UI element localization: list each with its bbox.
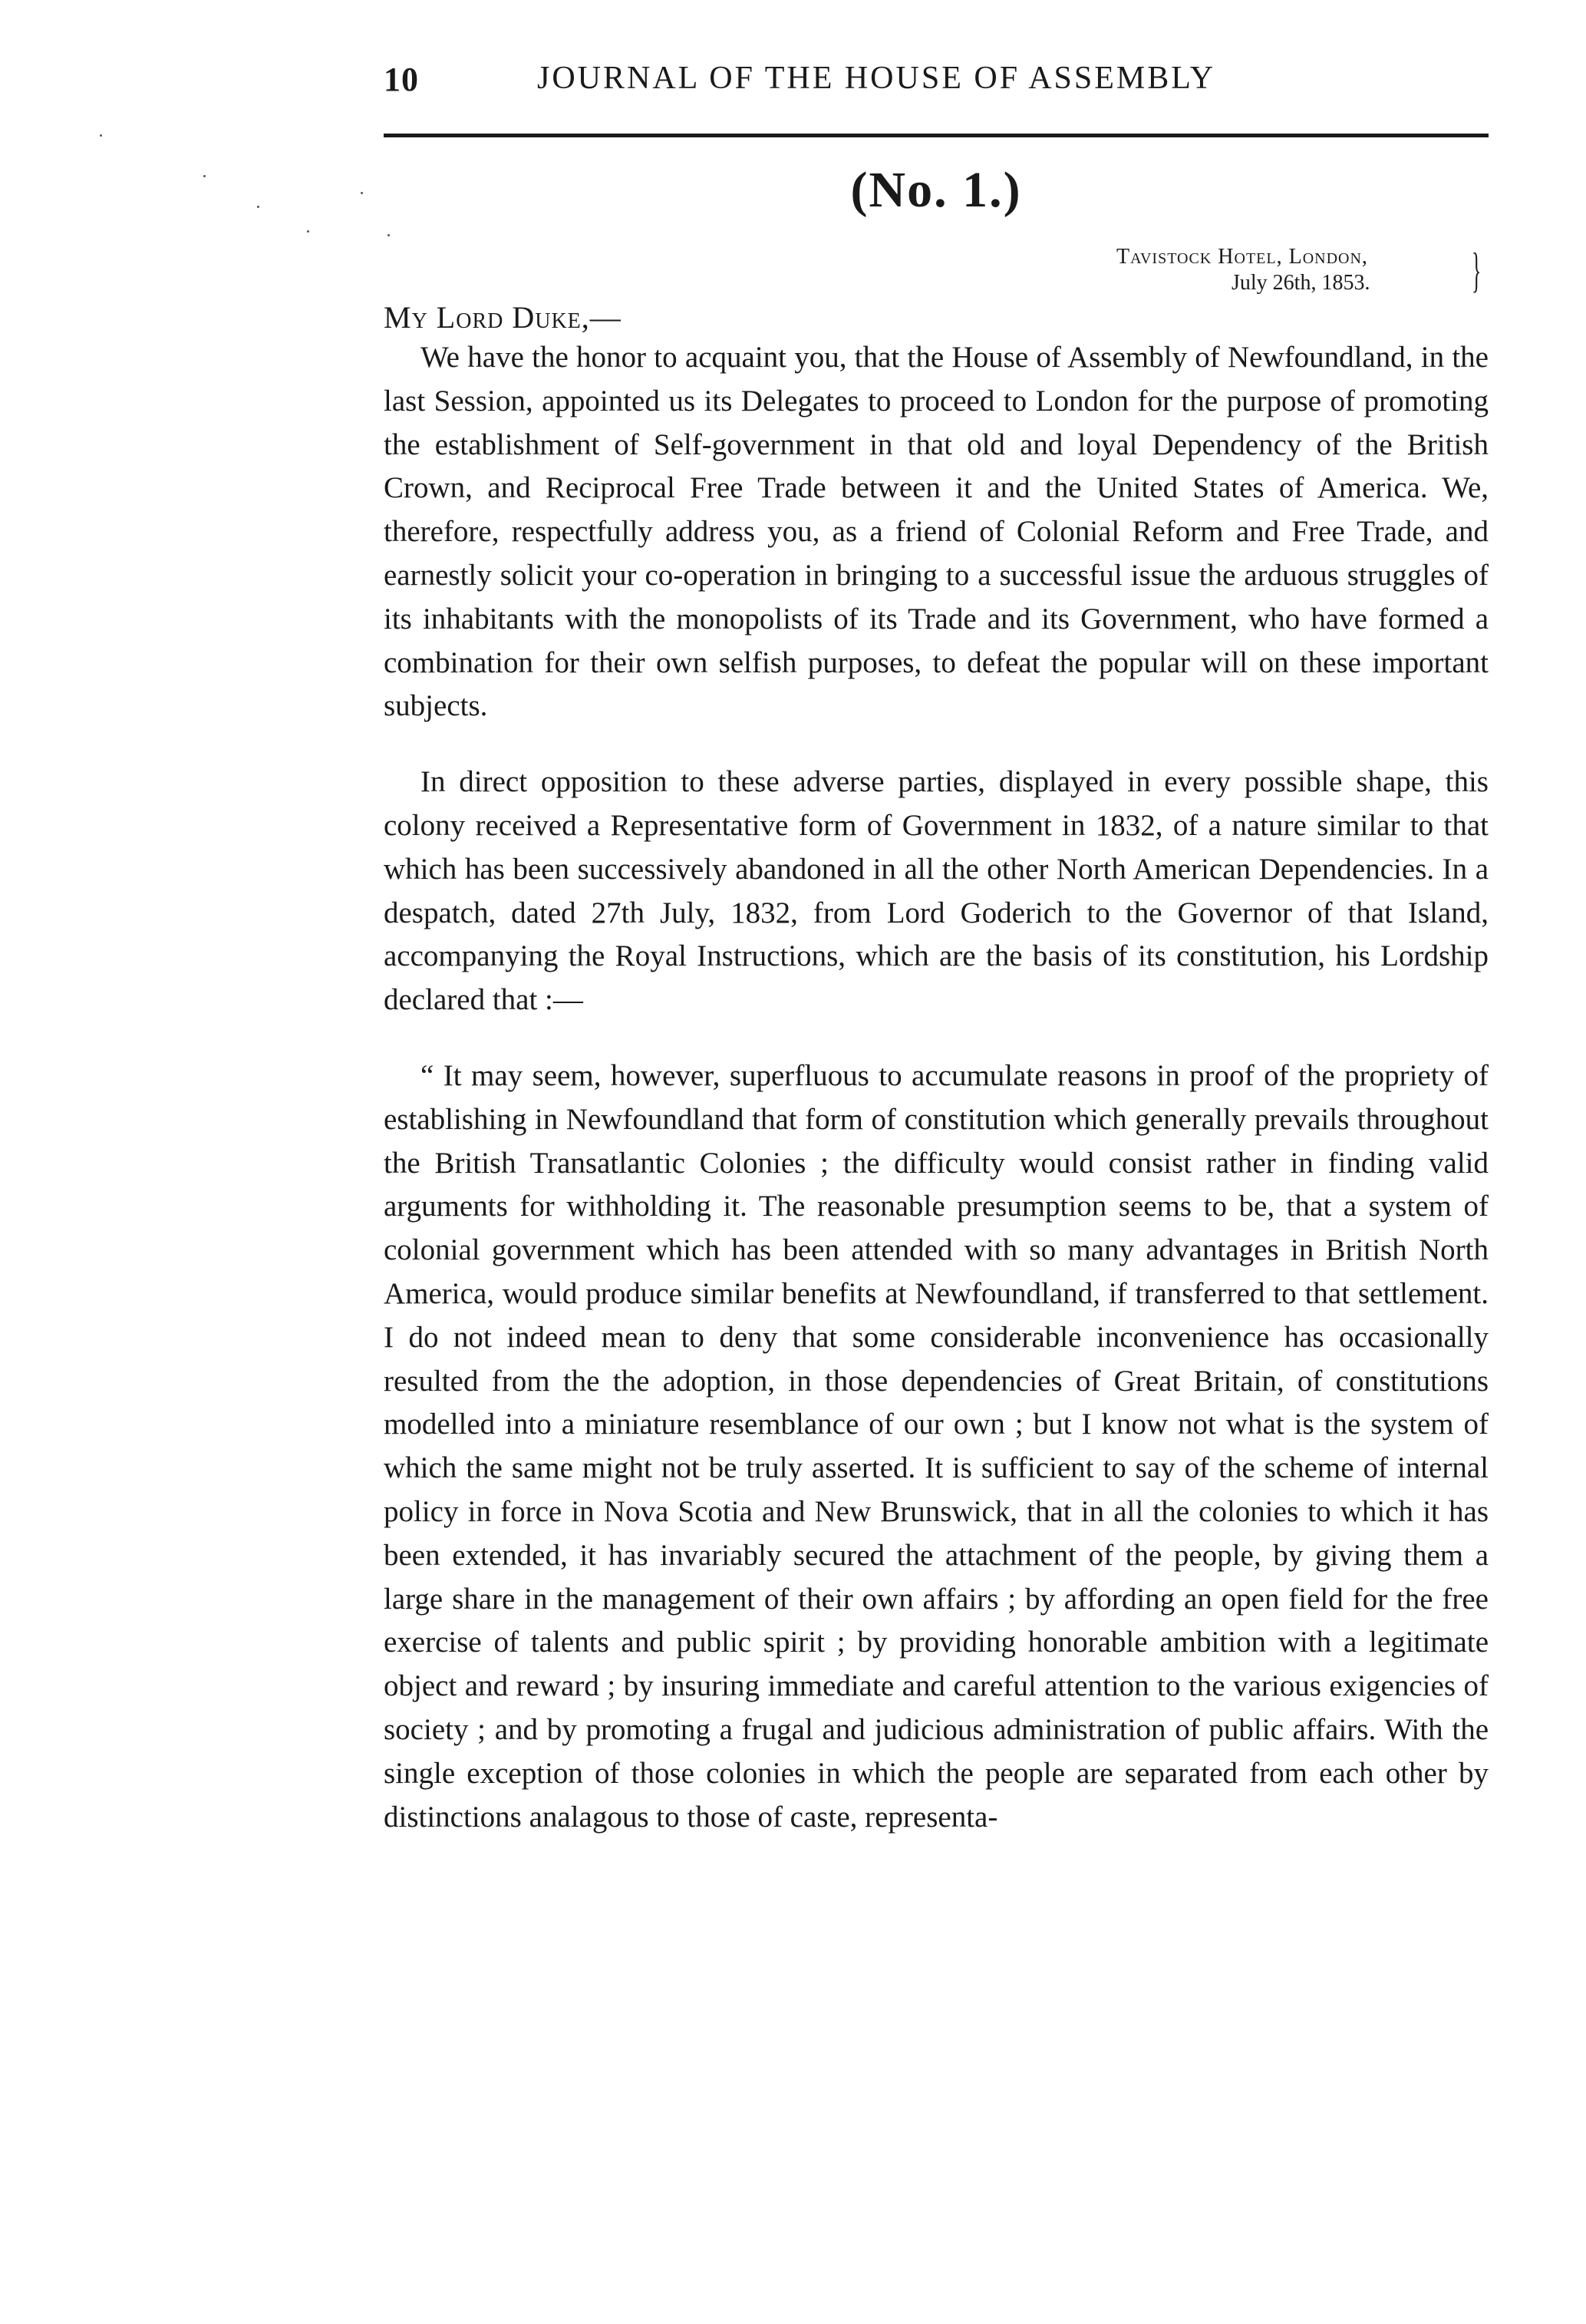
dateline-brace: } [1472,243,1482,297]
paragraph-3-quotation: “ It may seem, however, superfluous to accumulate reasons in proof of the propriety of establishing in Newfoundland that form of constitution which generally prevails throughout the British Transatlantic Colonies ; the difficulty would consist rather in finding valid arguments for withholding it. The reasonable presumption seems to be, that a system of colonial government which has been attended with so many advantages in British North America, would produce similar benefits at Newfoundland, if transferred to that settlement. I do not indeed mean to deny that some considerable inconvenience has occasionally resulted from the the adoption, in those dependencies of Great Britain, of constitutions modelled into a miniature resemblance of our own ; but I know not what is the system of which the same might not be truly asserted. It is sufficient to say of the scheme of internal policy in force in Nova Scotia and New Brunswick, that in all the colonies to which it has been extended, it has invariably secured the attachment of the people, by giving them a large share in the management of their own affairs ; by affording an open field for the free exercise of talents and public spirit ; by providing honorable ambition with a legitimate object and reward ; by insuring immediate and careful attention to the various exigencies of society ; and by promoting a frugal and judicious administration of public affairs. With the single exception of those colonies in which the people are separated from each other by distinctions analagous to those of caste, representa- [384,1058,1489,1834]
header-rule [384,134,1489,137]
dateline [1116,244,1477,296]
letter-body [384,336,1489,1839]
scan-speck [307,230,309,233]
running-title: JOURNAL OF THE HOUSE OF ASSEMBLY [537,61,1216,96]
scan-speck [361,192,363,194]
page-header [384,60,1489,114]
scan-speck [100,134,102,137]
scan-speck [203,175,206,177]
salutation: My Lord Duke,— [384,300,622,335]
paragraph-2: In direct opposition to these adverse parties, displayed in every possible shape, this colony received a Representative form of Government in 1832, of a nature similar to that which has been successively abandoned in all the other North American Dependencies. In a despatch, dated 27th July, 1832, from Lord Goderich to the Governor of that Island, accompanying the Royal Instructions, which are the basis of its constitution, his Lordship declared that :— [384,765,1489,1017]
paragraph-1: We have the honor to acquaint you, that the House of Assembly of Newfoundland, in the last Session, appointed us its Delegates to proceed to London for the purpose of promoting the establishment of Self-government in that old and loyal Dependency of the British Crown, and Reciprocal Free Trade between it and the United States of America. We, therefore, respectfully address you, as a friend of Colonial Reform and Free Trade, and earnestly solicit your co-operation in bringing to a successful issue the arduous struggles of its inhabitants with the monopolists of its Trade and its Government, who have formed a combination for their own selfish purposes, to defeat the popular will on these important subjects. [384,341,1489,723]
dateline-place: Tavistock Hotel, London, [1116,245,1368,269]
document-number: (No. 1.) [850,162,1022,218]
scan-speck [257,206,259,208]
page-number: 10 [384,61,419,98]
dateline-date: July 26th, 1853. [1232,271,1370,295]
scan-speck [387,234,390,236]
